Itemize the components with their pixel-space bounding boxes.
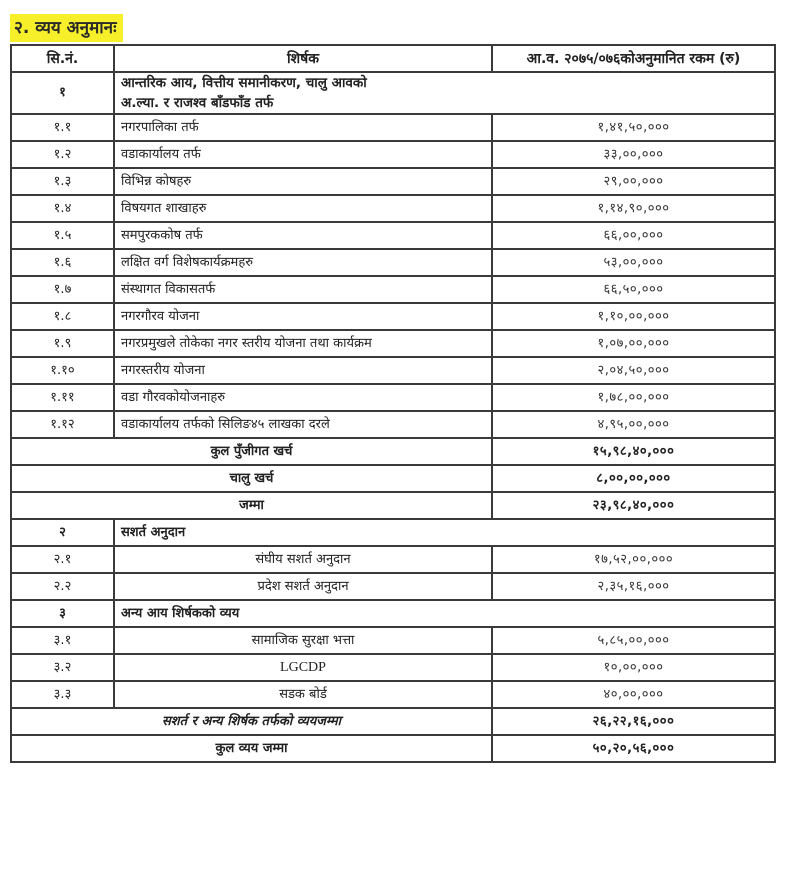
row-amount: १,४१,५०,०००	[492, 114, 775, 141]
row-amount: ४०,००,०००	[492, 681, 775, 708]
row-amount: ६६,००,०००	[492, 222, 775, 249]
section-row	[11, 72, 775, 114]
grand-total-amount: २६,२२,१६,०००	[492, 708, 775, 735]
total-row	[11, 438, 775, 465]
section-title	[114, 72, 775, 114]
grand-total-label: सशर्त र अन्य शिर्षक तर्फको व्ययजम्मा	[11, 708, 492, 735]
row-amount: १७,५२,००,०००	[492, 546, 775, 573]
row-amount: १,१४,९०,०००	[492, 195, 775, 222]
table-row	[11, 114, 775, 141]
total-row	[11, 492, 775, 519]
section-title: अन्य आय शिर्षकको व्यय	[114, 600, 775, 627]
table-row	[11, 357, 775, 384]
row-title: नगरप्रमुखले तोकेका नगर स्तरीय योजना तथा कार्यक्रम	[114, 330, 492, 357]
row-title: विषयगत शाखाहरु	[114, 195, 492, 222]
total-amount: १५,९८,४०,०००	[492, 438, 775, 465]
table-row	[11, 195, 775, 222]
table-row	[11, 249, 775, 276]
grand-total-amount: ५०,२०,५६,०००	[492, 735, 775, 762]
section-sn: २	[11, 519, 114, 546]
table-header-row	[11, 45, 775, 72]
row-title: संस्थागत विकासतर्फ	[114, 276, 492, 303]
row-sn: १.१०	[11, 357, 114, 384]
row-amount: ३३,००,०००	[492, 141, 775, 168]
total-label: चालु खर्च	[11, 465, 492, 492]
row-title: प्रदेश सशर्त अनुदान	[114, 573, 492, 600]
table-row	[11, 654, 775, 681]
row-sn: १.४	[11, 195, 114, 222]
total-label: कुल पुँजीगत खर्च	[11, 438, 492, 465]
grand-total-row	[11, 735, 775, 762]
row-sn: १.१	[11, 114, 114, 141]
row-sn: १.५	[11, 222, 114, 249]
section-sn: १	[11, 72, 114, 114]
table-row	[11, 303, 775, 330]
row-title: संघीय सशर्त अनुदान	[114, 546, 492, 573]
grand-total-row	[11, 708, 775, 735]
row-amount: १,०७,००,०००	[492, 330, 775, 357]
table-row	[11, 546, 775, 573]
row-amount: ५३,००,०००	[492, 249, 775, 276]
row-sn: १.९	[11, 330, 114, 357]
row-title: विभिन्न कोषहरु	[114, 168, 492, 195]
row-sn: २.२	[11, 573, 114, 600]
section-title-line2: अ.ल्या. र राजश्व बाँडफाँड तर्फ	[121, 95, 274, 111]
row-title: लक्षित वर्ग विशेषकार्यक्रमहरु	[114, 249, 492, 276]
row-sn: १.१२	[11, 411, 114, 438]
total-row	[11, 465, 775, 492]
table-row	[11, 141, 775, 168]
table-row	[11, 276, 775, 303]
row-amount: ४,९५,००,०००	[492, 411, 775, 438]
section-title-line1: आन्तरिक आय, वित्तीय समानीकरण, चालु आवको	[121, 75, 367, 91]
row-sn: १.८	[11, 303, 114, 330]
grand-total-label: कुल व्यय जम्मा	[11, 735, 492, 762]
row-amount: १,७८,००,०००	[492, 384, 775, 411]
row-sn: २.१	[11, 546, 114, 573]
section-row	[11, 600, 775, 627]
expenditure-estimate-table	[10, 44, 776, 763]
row-sn: ३.३	[11, 681, 114, 708]
total-amount: ८,००,००,०००	[492, 465, 775, 492]
table-row	[11, 681, 775, 708]
row-sn: १.६	[11, 249, 114, 276]
row-sn: १.२	[11, 141, 114, 168]
table-row	[11, 411, 775, 438]
row-title: नगरगौरव योजना	[114, 303, 492, 330]
row-title: नगरपालिका तर्फ	[114, 114, 492, 141]
row-title: नगरस्तरीय योजना	[114, 357, 492, 384]
table-row	[11, 627, 775, 654]
section-sn: ३	[11, 600, 114, 627]
row-title: वडाकार्यालय तर्फको सिलिङ४५ लाखका दरले	[114, 411, 492, 438]
table-row	[11, 330, 775, 357]
row-amount: २,३५,१६,०००	[492, 573, 775, 600]
row-title: वडाकार्यालय तर्फ	[114, 141, 492, 168]
column-header-title: शिर्षक	[114, 45, 492, 72]
row-sn: १.३	[11, 168, 114, 195]
row-amount: ६६,५०,०००	[492, 276, 775, 303]
row-title: समपुरककोष तर्फ	[114, 222, 492, 249]
row-title: LGCDP	[114, 654, 492, 681]
table-row	[11, 573, 775, 600]
row-sn: ३.१	[11, 627, 114, 654]
column-header-amount: आ.व. २०७५/०७६कोअनुमानित रकम (रु)	[492, 45, 775, 72]
table-row	[11, 168, 775, 195]
section-row	[11, 519, 775, 546]
row-amount: २,०४,५०,०००	[492, 357, 775, 384]
row-amount: १०,००,०००	[492, 654, 775, 681]
section-title: सशर्त अनुदान	[114, 519, 775, 546]
row-amount: ५,८५,००,०००	[492, 627, 775, 654]
row-sn: १.७	[11, 276, 114, 303]
table-row	[11, 384, 775, 411]
total-amount: २३,९८,४०,०००	[492, 492, 775, 519]
row-sn: १.११	[11, 384, 114, 411]
table-row	[11, 222, 775, 249]
row-amount: २९,००,०००	[492, 168, 775, 195]
row-sn: ३.२	[11, 654, 114, 681]
column-header-sn: सि.नं.	[11, 45, 114, 72]
row-amount: १,१०,००,०००	[492, 303, 775, 330]
row-title: वडा गौरवकोयोजनाहरु	[114, 384, 492, 411]
row-title: सडक बोर्ड	[114, 681, 492, 708]
row-title: सामाजिक सुरक्षा भत्ता	[114, 627, 492, 654]
section-heading: २. व्यय अनुमानः	[10, 14, 123, 42]
total-label: जम्मा	[11, 492, 492, 519]
